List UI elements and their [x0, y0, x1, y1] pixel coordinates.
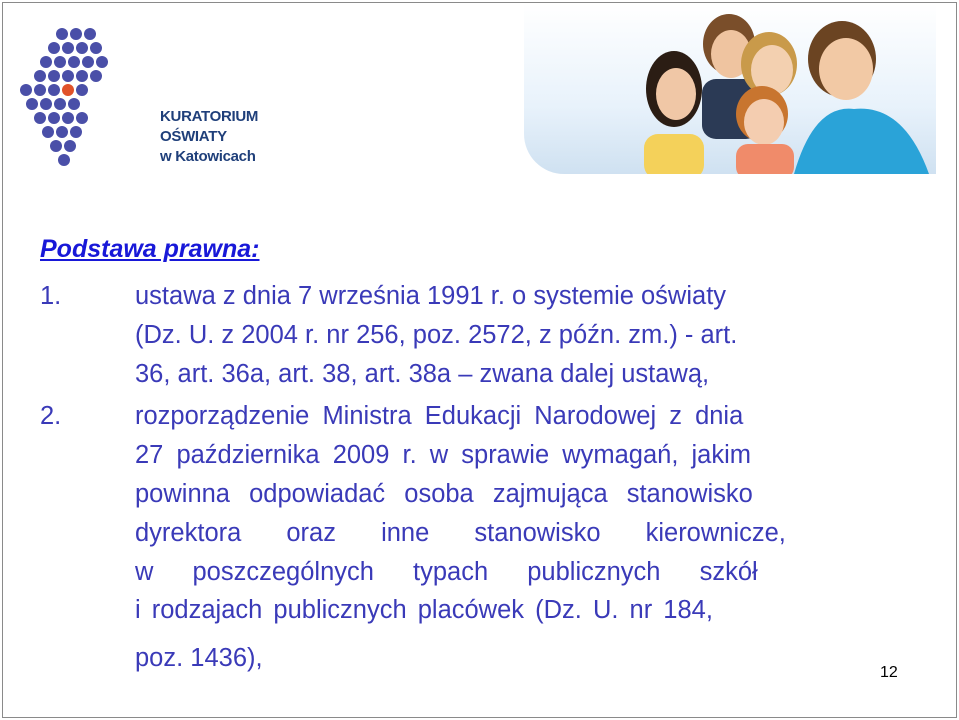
item-1-line-2: (Dz. U. z 2004 r. nr 256, poz. 2572, z późn. zm.) - art.	[135, 321, 738, 349]
page-number: 12	[880, 664, 898, 681]
logo-dot	[58, 154, 70, 166]
logo-dot-pattern	[18, 24, 138, 174]
children-photo	[524, 4, 936, 174]
logo-dot	[40, 56, 52, 68]
logo-line-2: OŚWIATY	[160, 128, 227, 145]
logo-dot	[62, 70, 74, 82]
item-2-line-6: i rodzajach publicznych placówek (Dz. U. nr 184,	[135, 596, 713, 624]
item-2-line-7: poz. 1436),	[135, 644, 263, 672]
logo-line-1: KURATORIUM	[160, 108, 259, 125]
logo-dot	[90, 42, 102, 54]
logo-dot	[40, 98, 52, 110]
item-1-line-1: ustawa z dnia 7 września 1991 r. o systemie oświaty	[135, 282, 727, 310]
logo-dot	[62, 42, 74, 54]
logo-line-3: w Katowicach	[160, 148, 256, 165]
logo-dot	[76, 70, 88, 82]
logo-dot	[62, 84, 74, 96]
item-2-number: 2.	[40, 402, 62, 430]
logo-dot	[34, 112, 46, 124]
item-1-number: 1.	[40, 282, 62, 310]
logo-dot	[26, 98, 38, 110]
logo-dot	[64, 140, 76, 152]
logo-dot	[20, 84, 32, 96]
item-2-line-3: powinna odpowiadać osoba zajmująca stanowisko	[135, 480, 753, 508]
logo-dot	[54, 98, 66, 110]
item-1-line-3: 36, art. 36a, art. 38, art. 38a – zwana dalej ustawą,	[135, 360, 710, 388]
logo-dot	[62, 112, 74, 124]
logo-dot	[48, 42, 60, 54]
logo-dot	[42, 126, 54, 138]
logo-dot	[76, 84, 88, 96]
logo-dot	[56, 126, 68, 138]
logo-dot	[48, 112, 60, 124]
logo-dot	[54, 56, 66, 68]
logo-dot	[76, 42, 88, 54]
logo-dot	[82, 56, 94, 68]
item-2-line-5: w poszczególnych typach publicznych szkół	[135, 558, 758, 586]
logo-dot	[76, 112, 88, 124]
logo-dot	[90, 70, 102, 82]
logo-dot	[70, 126, 82, 138]
logo-dot	[56, 28, 68, 40]
logo-dot	[70, 28, 82, 40]
logo-dot	[48, 70, 60, 82]
item-2-line-4: dyrektora oraz inne stanowisko kierownicze,	[135, 519, 786, 547]
item-2-line-1: rozporządzenie Ministra Edukacji Narodowej z dnia	[135, 402, 744, 430]
logo-dot	[48, 84, 60, 96]
logo-dot	[50, 140, 62, 152]
logo-dot	[34, 70, 46, 82]
logo-dot	[68, 56, 80, 68]
logo-dot	[68, 98, 80, 110]
heading: Podstawa prawna:	[40, 235, 260, 263]
logo-dot	[96, 56, 108, 68]
item-2-line-2: 27 października 2009 r. w sprawie wymagań, jakim	[135, 441, 752, 469]
kuratorium-logo	[18, 24, 258, 174]
logo-dot	[34, 84, 46, 96]
logo-dot	[84, 28, 96, 40]
